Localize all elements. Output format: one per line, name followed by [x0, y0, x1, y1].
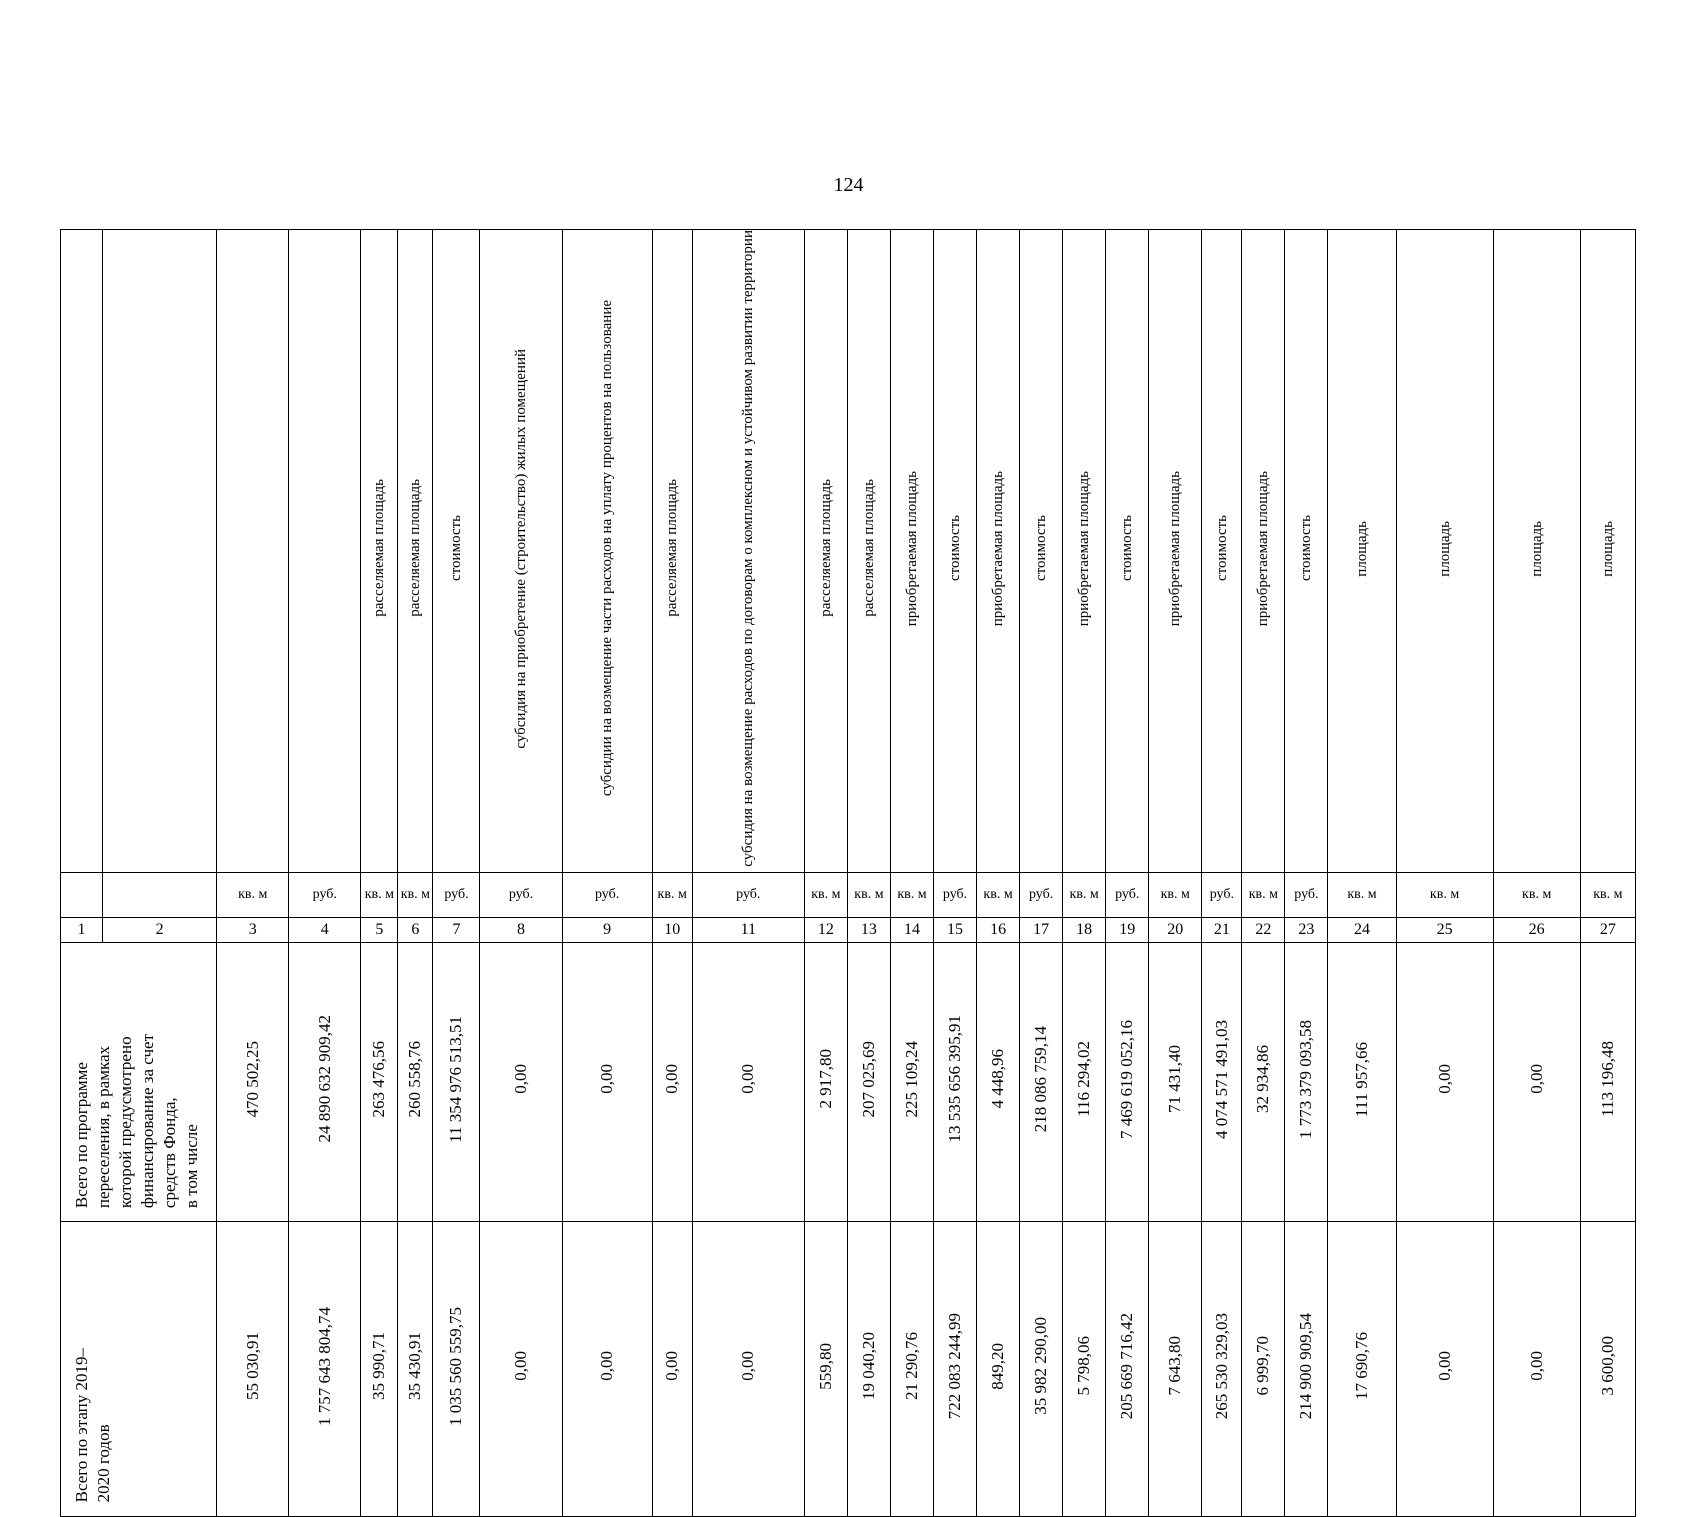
value-cell-text: 5 798,06	[1074, 1336, 1094, 1396]
column-number-cell	[890, 917, 933, 942]
value-cell	[652, 942, 692, 1221]
value-cell-text: 0,00	[738, 1064, 758, 1095]
column-number-cell-text: 23	[1298, 920, 1315, 938]
table-row	[61, 1221, 1636, 1516]
unit-cell-text: кв. м	[1160, 886, 1190, 902]
column-number-cell-text: 16	[990, 920, 1007, 938]
value-cell-text: 71 431,40	[1165, 1045, 1185, 1114]
value-cell	[1149, 942, 1202, 1221]
unit-cell	[61, 872, 103, 917]
value-cell-text: 4 074 571 491,03	[1211, 1019, 1231, 1139]
column-number-cell-text: 8	[517, 920, 526, 938]
unit-cell-text: руб.	[1294, 886, 1319, 902]
column-number-cell-text: 2	[155, 920, 164, 938]
value-cell-text: 0,00	[738, 1351, 758, 1382]
value-cell	[1285, 1221, 1328, 1516]
header-cell	[103, 230, 217, 873]
unit-cell-text: руб.	[508, 886, 534, 902]
value-cell-text: 1 035 560 559,75	[446, 1306, 466, 1426]
column-number-cell-text: 18	[1076, 920, 1093, 938]
value-cell-text: 11 354 976 513,51	[446, 1015, 466, 1143]
column-number-cell	[562, 917, 652, 942]
column-number-cell	[1202, 917, 1242, 942]
header-cell	[804, 230, 847, 873]
value-cell-text: 116 294,02	[1074, 1041, 1094, 1118]
unit-cell	[480, 872, 562, 917]
unit-cell	[1242, 872, 1285, 917]
header-cell-text: стоимость	[1033, 515, 1050, 582]
column-number-cell-text: 12	[817, 920, 834, 938]
unit-cell	[289, 872, 361, 917]
header-cell-text: площадь	[1436, 520, 1453, 577]
column-number-cell	[1242, 917, 1285, 942]
value-cell	[1149, 1221, 1202, 1516]
column-number-cell	[217, 917, 289, 942]
column-number-cell-text: 5	[375, 920, 384, 938]
unit-cell	[1063, 872, 1106, 917]
header-cell	[1063, 230, 1106, 873]
unit-cell-text: кв. м	[364, 886, 394, 902]
unit-row	[61, 872, 1636, 917]
column-number-cell-text: 20	[1167, 920, 1184, 938]
unit-cell	[1149, 872, 1202, 917]
unit-cell	[361, 872, 398, 917]
value-cell-text: 7 469 619 052,16	[1117, 1019, 1137, 1139]
resettlement-table	[60, 229, 1636, 1517]
column-number-cell-text: 15	[947, 920, 964, 938]
column-number-cell-text: 3	[248, 920, 257, 938]
value-cell	[1580, 942, 1635, 1221]
value-cell	[1328, 942, 1396, 1221]
header-cell-text: субсидия на приобретение (строительство) жилых помещений	[513, 348, 530, 749]
unit-cell-text: кв. м	[897, 886, 927, 902]
value-cell-text: 32 934,86	[1253, 1045, 1273, 1114]
header-cell	[1149, 230, 1202, 873]
header-cell-text: площадь	[1353, 520, 1370, 577]
value-cell	[1202, 1221, 1242, 1516]
value-cell	[934, 942, 977, 1221]
column-number-cell	[1020, 917, 1063, 942]
header-cell	[398, 230, 433, 873]
page-number: 124	[833, 174, 864, 196]
unit-cell	[1328, 872, 1396, 917]
header-cell-text: приобретаемая площадь	[1255, 470, 1272, 627]
unit-cell-text: кв. м	[811, 886, 841, 902]
value-cell-text: 17 690,76	[1351, 1332, 1371, 1401]
header-cell-text: расселяемая площадь	[407, 479, 424, 618]
value-cell	[847, 1221, 890, 1516]
value-cell-text: 207 025,69	[858, 1040, 878, 1118]
value-cell	[217, 1221, 289, 1516]
value-cell	[977, 942, 1020, 1221]
value-cell-text: 0,00	[1526, 1351, 1546, 1382]
value-cell	[1493, 942, 1580, 1221]
unit-cell-text: кв. м	[1347, 886, 1377, 902]
header-cell	[1580, 230, 1635, 873]
column-number-cell	[934, 917, 977, 942]
value-cell-text: 35 430,91	[405, 1332, 425, 1401]
unit-cell-text: кв. м	[983, 886, 1013, 902]
unit-cell	[1493, 872, 1580, 917]
column-number-row	[61, 917, 1636, 942]
header-cell-text: расселяемая площадь	[664, 479, 681, 618]
column-number-cell-text: 11	[740, 920, 756, 938]
value-cell	[692, 1221, 804, 1516]
unit-cell	[103, 872, 217, 917]
unit-cell	[804, 872, 847, 917]
value-cell	[890, 942, 933, 1221]
value-cell	[398, 1221, 433, 1516]
unit-cell	[1396, 872, 1493, 917]
column-number-cell	[804, 917, 847, 942]
unit-cell-text: кв. м	[854, 886, 884, 902]
unit-cell	[1106, 872, 1149, 917]
header-cell	[692, 230, 804, 873]
value-cell	[804, 1221, 847, 1516]
header-cell-text: стоимость	[448, 515, 465, 582]
value-cell-text: 470 502,25	[242, 1040, 262, 1118]
row-label: Всего по этапу 2019– 2020 годов	[72, 1348, 113, 1503]
header-cell	[480, 230, 562, 873]
column-number-cell-text: 22	[1255, 920, 1272, 938]
value-cell-text: 19 040,20	[858, 1332, 878, 1401]
header-cell	[934, 230, 977, 873]
value-cell-text: 0,00	[1526, 1064, 1546, 1095]
value-cell-text: 21 290,76	[901, 1332, 921, 1401]
unit-cell	[934, 872, 977, 917]
value-cell	[1396, 1221, 1493, 1516]
column-number-cell-text: 10	[664, 920, 681, 938]
row-label-cell	[61, 1221, 217, 1516]
unit-cell	[398, 872, 433, 917]
header-cell	[1493, 230, 1580, 873]
header-cell	[562, 230, 652, 873]
unit-cell-text: руб.	[444, 886, 469, 902]
column-number-cell-text: 26	[1528, 920, 1545, 938]
column-number-cell-text: 25	[1436, 920, 1453, 938]
value-cell-text: 218 086 759,14	[1031, 1026, 1051, 1133]
value-cell	[217, 942, 289, 1221]
value-cell	[934, 1221, 977, 1516]
value-cell-text: 722 083 244,99	[945, 1313, 965, 1420]
value-cell-text: 0,00	[511, 1064, 531, 1095]
column-number-cell-text: 4	[320, 920, 329, 938]
column-number-cell	[1328, 917, 1396, 942]
column-number-cell	[1580, 917, 1635, 942]
unit-cell-text: руб.	[942, 886, 968, 902]
value-cell	[289, 942, 361, 1221]
header-cell	[1285, 230, 1328, 873]
header-cell	[433, 230, 480, 873]
column-number-cell	[977, 917, 1020, 942]
header-cell	[289, 230, 361, 873]
value-cell-text: 205 669 716,42	[1117, 1313, 1137, 1420]
value-cell	[1493, 1221, 1580, 1516]
header-cell-text: субсидия на возмещение расходов по договорам о комплексном и устойчивом развитии территории	[740, 230, 757, 867]
value-cell	[1242, 942, 1285, 1221]
value-cell-text: 24 890 632 909,42	[314, 1015, 334, 1143]
header-cell	[217, 230, 289, 873]
value-cell	[562, 1221, 652, 1516]
header-cell-text: расселяемая площадь	[371, 479, 388, 618]
value-cell-text: 0,00	[1434, 1351, 1454, 1382]
value-cell-text: 111 957,66	[1351, 1041, 1371, 1117]
value-cell	[1242, 1221, 1285, 1516]
value-cell	[1106, 942, 1149, 1221]
unit-cell	[1202, 872, 1242, 917]
value-cell-text: 7 643,80	[1165, 1336, 1185, 1396]
unit-cell-text: кв. м	[400, 886, 431, 902]
value-cell	[480, 942, 562, 1221]
value-cell	[1063, 942, 1106, 1221]
column-number-cell	[1285, 917, 1328, 942]
column-number-cell	[103, 917, 217, 942]
value-cell	[1202, 942, 1242, 1221]
header-cell	[1020, 230, 1063, 873]
value-cell	[1580, 1221, 1635, 1516]
value-cell-text: 265 530 329,03	[1211, 1313, 1231, 1420]
value-cell-text: 225 109,24	[901, 1040, 921, 1118]
unit-cell-text: кв. м	[1593, 886, 1623, 902]
value-cell	[398, 942, 433, 1221]
header-cell	[847, 230, 890, 873]
value-cell-text: 0,00	[597, 1064, 617, 1095]
column-number-cell-text: 1	[77, 920, 86, 938]
header-cell-text: стоимость	[947, 515, 964, 582]
unit-cell-text: руб.	[1115, 886, 1140, 902]
value-cell-text: 0,00	[597, 1351, 617, 1382]
value-cell	[433, 942, 480, 1221]
column-number-cell	[1149, 917, 1202, 942]
value-cell-text: 0,00	[1434, 1064, 1454, 1095]
value-cell-text: 3 600,00	[1597, 1336, 1617, 1396]
value-cell-text: 35 990,71	[369, 1332, 389, 1401]
unit-cell	[1020, 872, 1063, 917]
value-cell	[562, 942, 652, 1221]
header-cell	[652, 230, 692, 873]
header-cell	[1396, 230, 1493, 873]
value-cell-text: 0,00	[662, 1351, 682, 1382]
value-cell-text: 0,00	[662, 1064, 682, 1095]
column-number-cell-text: 14	[903, 920, 920, 938]
header-cell-text: приобретаемая площадь	[990, 470, 1007, 627]
header-cell	[61, 230, 103, 873]
table-row	[61, 942, 1636, 1221]
value-cell-text: 0,00	[511, 1351, 531, 1382]
header-cell	[361, 230, 398, 873]
column-number-cell-text: 27	[1599, 920, 1616, 938]
unit-cell-text: кв. м	[1248, 886, 1278, 902]
unit-cell-text: руб.	[312, 886, 337, 902]
column-number-cell	[1493, 917, 1580, 942]
unit-cell	[692, 872, 804, 917]
column-number-cell	[398, 917, 433, 942]
header-cell	[1202, 230, 1242, 873]
value-cell-text: 260 558,76	[405, 1040, 425, 1118]
value-cell-text: 559,80	[815, 1342, 835, 1390]
value-cell	[804, 942, 847, 1221]
value-cell	[1396, 942, 1493, 1221]
value-cell	[1020, 1221, 1063, 1516]
column-number-cell-text: 19	[1119, 920, 1136, 938]
header-cell	[1106, 230, 1149, 873]
unit-cell-text: кв. м	[657, 886, 687, 902]
header-cell-text: приобретаемая площадь	[1167, 470, 1184, 627]
unit-cell-text: кв. м	[1069, 886, 1099, 902]
value-cell-text: 1 773 379 093,58	[1296, 1019, 1316, 1139]
column-number-cell	[61, 917, 103, 942]
header-cell-text: площадь	[1599, 520, 1616, 577]
header-cell-text: площадь	[1528, 520, 1545, 577]
header-cell-text: приобретаемая площадь	[903, 470, 920, 627]
column-number-cell	[1106, 917, 1149, 942]
header-cell-text: субсидии на возмещение части расходов на уплату процентов на пользование	[599, 300, 616, 797]
unit-cell	[652, 872, 692, 917]
header-cell-text: расселяемая площадь	[860, 479, 877, 618]
value-cell	[692, 942, 804, 1221]
value-cell-text: 1 757 643 804,74	[314, 1306, 334, 1426]
column-number-cell-text: 24	[1353, 920, 1370, 938]
value-cell	[847, 942, 890, 1221]
header-cell	[977, 230, 1020, 873]
column-number-cell-text: 17	[1033, 920, 1050, 938]
unit-cell	[217, 872, 289, 917]
header-cell	[890, 230, 933, 873]
value-cell-text: 35 982 290,00	[1031, 1317, 1051, 1416]
column-number-cell-text: 21	[1213, 920, 1230, 938]
header-cell-text: стоимость	[1119, 515, 1136, 582]
unit-cell	[433, 872, 480, 917]
value-cell-text: 4 448,96	[988, 1049, 1008, 1109]
value-cell	[1020, 942, 1063, 1221]
value-cell	[1106, 1221, 1149, 1516]
column-number-cell-text: 13	[860, 920, 877, 938]
column-number-cell	[433, 917, 480, 942]
column-number-cell	[480, 917, 562, 942]
unit-cell-text: руб.	[736, 886, 761, 902]
header-row	[61, 230, 1636, 873]
unit-cell-text: кв. м	[1429, 886, 1460, 902]
column-number-cell	[1063, 917, 1106, 942]
column-number-cell	[361, 917, 398, 942]
value-cell	[1328, 1221, 1396, 1516]
unit-cell-text: кв. м	[238, 886, 268, 902]
unit-cell	[847, 872, 890, 917]
header-cell-text: расселяемая площадь	[817, 479, 834, 618]
unit-cell-text: руб.	[1209, 886, 1234, 902]
column-number-cell-text: 9	[603, 920, 612, 938]
value-cell-text: 2 917,80	[815, 1049, 835, 1109]
value-cell	[890, 1221, 933, 1516]
value-cell-text: 263 476,56	[369, 1040, 389, 1118]
unit-cell	[562, 872, 652, 917]
column-number-cell-text: 7	[452, 920, 461, 938]
value-cell-text: 55 030,91	[242, 1332, 262, 1401]
value-cell	[480, 1221, 562, 1516]
unit-cell	[977, 872, 1020, 917]
header-cell-text: стоимость	[1213, 515, 1230, 582]
column-number-cell	[1396, 917, 1493, 942]
unit-cell-text: кв. м	[1522, 886, 1552, 902]
value-cell-text: 6 999,70	[1253, 1336, 1273, 1396]
column-number-cell	[692, 917, 804, 942]
unit-cell	[890, 872, 933, 917]
value-cell-text: 849,20	[988, 1342, 1008, 1390]
header-cell-text: стоимость	[1298, 515, 1315, 582]
row-label: Всего по программе переселения, в рамках которой предусмотрено финансирование за счет средств Фонда, в том числе	[72, 1033, 201, 1208]
value-cell	[433, 1221, 480, 1516]
unit-cell	[1580, 872, 1635, 917]
value-cell-text: 113 196,48	[1597, 1041, 1617, 1118]
unit-cell	[1285, 872, 1328, 917]
header-cell	[1328, 230, 1396, 873]
value-cell	[1285, 942, 1328, 1221]
value-cell	[361, 942, 398, 1221]
header-cell	[1242, 230, 1285, 873]
column-number-cell	[652, 917, 692, 942]
value-cell	[977, 1221, 1020, 1516]
row-label-cell	[61, 942, 217, 1221]
unit-cell-text: руб.	[1028, 886, 1054, 902]
value-cell	[1063, 1221, 1106, 1516]
value-cell	[289, 1221, 361, 1516]
column-number-cell-text: 6	[411, 920, 420, 938]
value-cell-text: 13 535 656 395,91	[945, 1015, 965, 1143]
unit-cell-text: руб.	[594, 886, 620, 902]
column-number-cell	[289, 917, 361, 942]
value-cell	[652, 1221, 692, 1516]
value-cell	[361, 1221, 398, 1516]
header-cell-text: приобретаемая площадь	[1076, 470, 1093, 627]
column-number-cell	[847, 917, 890, 942]
value-cell-text: 214 900 909,54	[1296, 1313, 1316, 1420]
